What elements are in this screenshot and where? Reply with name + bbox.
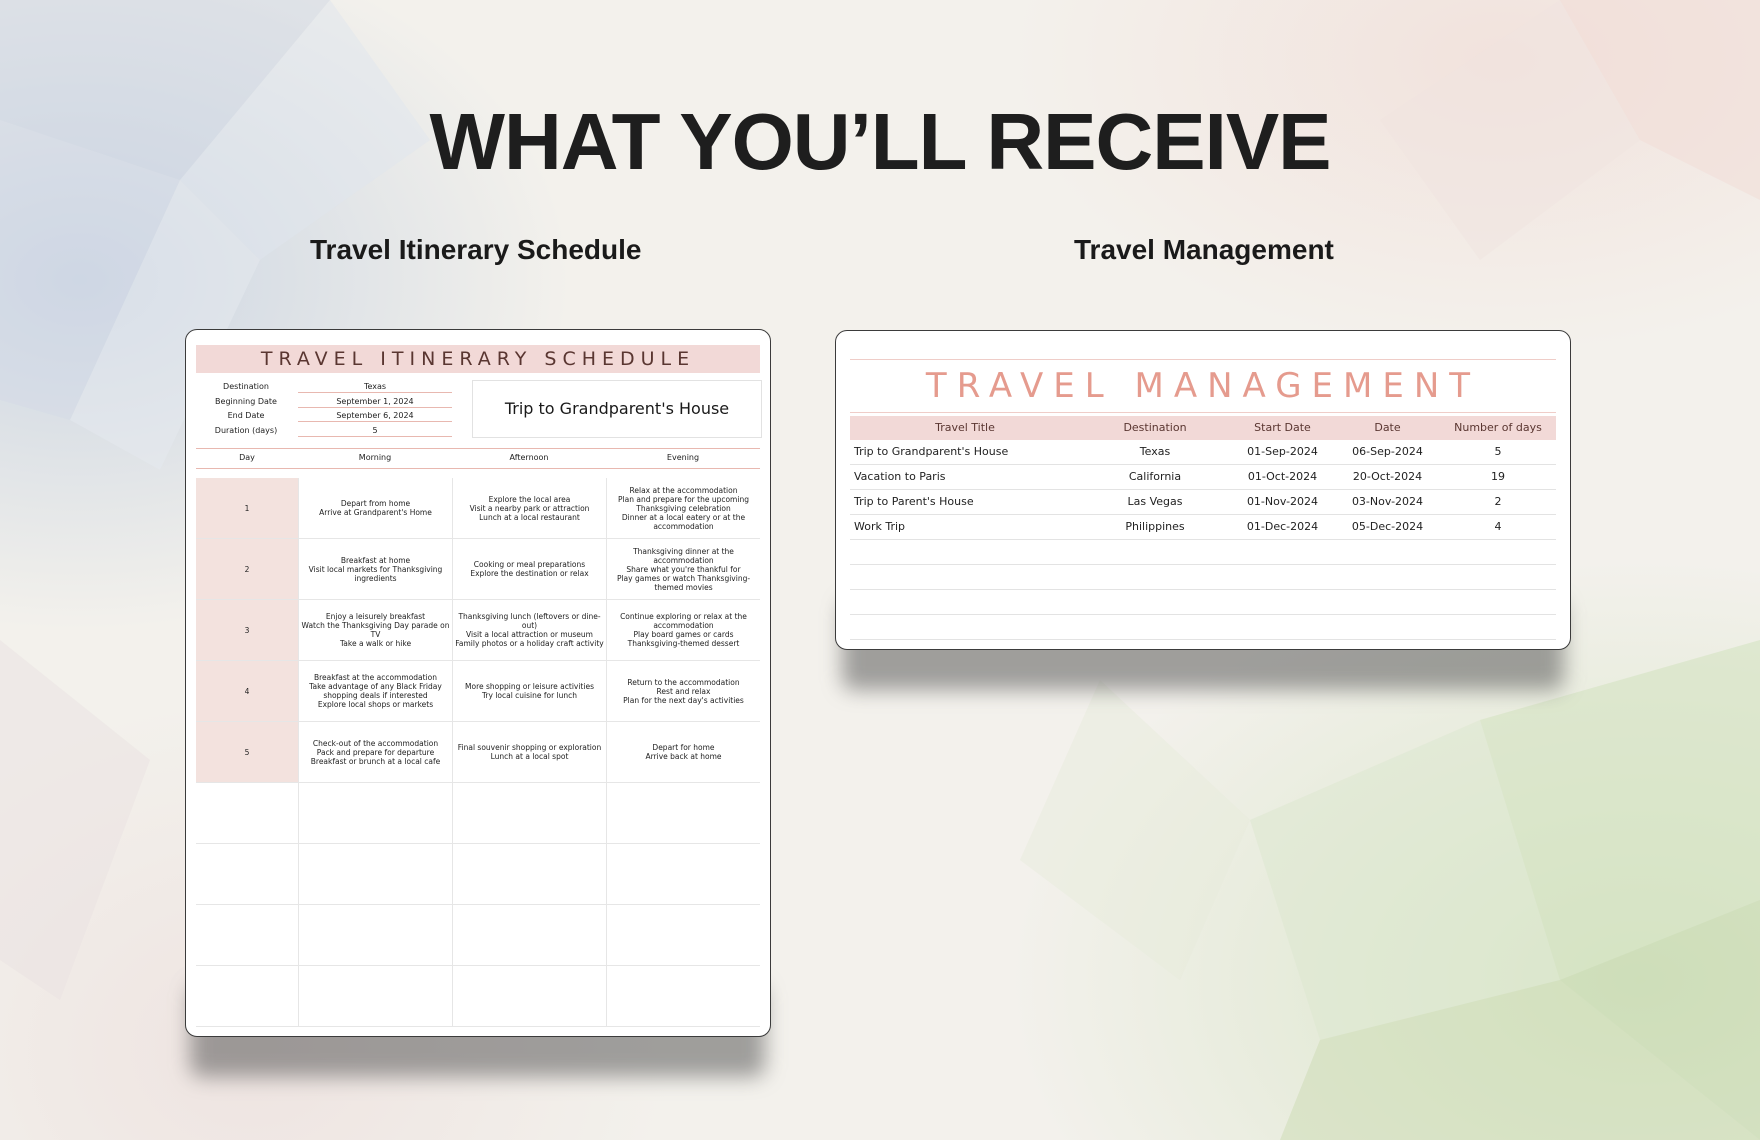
column-header-morning: Morning — [358, 453, 392, 462]
management-title: TRAVEL MANAGEMENT — [850, 359, 1556, 413]
table-row — [196, 844, 760, 905]
cell-evening: Return to the accommodation Rest and relax Plan for the next day's activities — [606, 661, 760, 721]
divider — [196, 448, 760, 449]
info-value: September 6, 2024 — [298, 411, 452, 422]
cell-afternoon — [452, 783, 606, 843]
management-header-row — [850, 416, 1556, 440]
cell-afternoon: Cooking or meal preparations Explore the destination or relax — [452, 539, 606, 599]
table-row — [850, 565, 1556, 590]
cell-afternoon: Final souvenir shopping or exploration Lunch at a local spot — [452, 722, 606, 782]
cell-morning: Depart from home Arrive at Grandparent's Home — [298, 478, 452, 538]
cell-morning — [298, 844, 452, 904]
info-row-duration — [196, 424, 452, 439]
cell-day — [196, 783, 298, 843]
info-value: Texas — [298, 382, 452, 393]
cell-afternoon — [452, 905, 606, 965]
cell-afternoon: Explore the local area Visit a nearby park or attraction Lunch at a local restaurant — [452, 478, 606, 538]
cell-end: 03-Nov-2024 — [1351, 495, 1424, 508]
table-row — [196, 966, 760, 1027]
table-row — [196, 783, 760, 844]
cell-morning: Enjoy a leisurely breakfast Watch the Thanksgiving Day parade on TV Take a walk or hike — [298, 600, 452, 660]
cell-evening: Depart for home Arrive back at home — [606, 722, 760, 782]
cell-day: 1 — [196, 478, 298, 538]
itinerary-title: TRAVEL ITINERARY SCHEDULE — [196, 345, 760, 373]
table-row — [850, 615, 1556, 640]
itinerary-table — [196, 478, 760, 1027]
cell-morning: Breakfast at the accommodation Take advantage of any Black Friday shopping deals if interested Explore local shops or markets — [298, 661, 452, 721]
cell-evening — [606, 844, 760, 904]
table-row — [850, 590, 1556, 615]
cell-start: 01-Oct-2024 — [1247, 470, 1318, 483]
divider — [196, 468, 760, 469]
column-header-day: Day — [239, 453, 255, 462]
column-header-start-date: Start Date — [1254, 421, 1311, 434]
cell-end: 06-Sep-2024 — [1352, 445, 1423, 458]
column-header-end-date: Date — [1374, 421, 1401, 434]
column-header-afternoon: Afternoon — [509, 453, 549, 462]
trip-name-box: Trip to Grandparent's House — [472, 380, 762, 438]
cell-title: Vacation to Paris — [854, 470, 946, 483]
cell-evening — [606, 966, 760, 1026]
info-value: September 1, 2024 — [298, 397, 452, 408]
cell-day: 4 — [196, 661, 298, 721]
table-row — [850, 540, 1556, 565]
table-row — [196, 478, 760, 539]
column-header-number-of-days: Number of days — [1454, 421, 1542, 434]
info-row-beginning-date — [196, 395, 452, 410]
table-row — [196, 600, 760, 661]
itinerary-info-block — [196, 380, 452, 438]
cell-days: 2 — [1494, 495, 1502, 508]
cell-day — [196, 844, 298, 904]
table-row — [850, 515, 1556, 540]
column-header-destination: Destination — [1123, 421, 1187, 434]
cell-start: 01-Dec-2024 — [1246, 520, 1319, 533]
itinerary-caption: Travel Itinerary Schedule — [310, 234, 642, 265]
table-row — [850, 440, 1556, 465]
column-header-evening: Evening — [666, 453, 700, 462]
cell-evening — [606, 905, 760, 965]
info-label: Beginning Date — [215, 396, 277, 406]
table-row — [196, 661, 760, 722]
management-caption: Travel Management — [1074, 234, 1334, 265]
cell-day — [196, 966, 298, 1026]
cell-days: 19 — [1491, 470, 1505, 483]
cell-afternoon — [452, 966, 606, 1026]
info-value: 5 — [298, 426, 452, 437]
cell-morning: Check-out of the accommodation Pack and prepare for departure Breakfast or brunch at a local cafe — [298, 722, 452, 782]
cell-title: Trip to Parent's House — [854, 495, 974, 508]
cell-afternoon: Thanksgiving lunch (leftovers or dine-out) Visit a local attraction or museum Family photos or a holiday craft activity — [452, 600, 606, 660]
management-table-body — [850, 440, 1556, 640]
info-label: End Date — [227, 411, 265, 420]
cell-morning: Breakfast at home Visit local markets for Thanksgiving ingredients — [298, 539, 452, 599]
cell-day — [196, 905, 298, 965]
cell-title: Trip to Grandparent's House — [854, 445, 1009, 458]
table-row — [196, 905, 760, 966]
cell-days: 4 — [1494, 520, 1502, 533]
cell-destination: Texas — [1139, 445, 1171, 458]
cell-evening: Thanksgiving dinner at the accommodation Share what you're thankful for Play games or watch Thanksgiving-themed movies — [606, 539, 760, 599]
cell-morning — [298, 966, 452, 1026]
table-row — [196, 722, 760, 783]
cell-start: 01-Nov-2024 — [1246, 495, 1319, 508]
info-row-destination — [196, 380, 452, 395]
cell-day: 3 — [196, 600, 298, 660]
cell-evening — [606, 783, 760, 843]
cell-end: 20-Oct-2024 — [1352, 470, 1423, 483]
table-row — [196, 539, 760, 600]
page-headline: WHAT YOU’LL RECEIVE — [429, 97, 1331, 186]
cell-destination: California — [1128, 470, 1182, 483]
management-table — [850, 416, 1556, 640]
cell-day: 2 — [196, 539, 298, 599]
cell-end: 05-Dec-2024 — [1351, 520, 1424, 533]
table-row — [850, 465, 1556, 490]
cell-morning — [298, 783, 452, 843]
cell-evening: Continue exploring or relax at the accommodation Play board games or cards Thanksgiving-themed dessert — [606, 600, 760, 660]
info-row-end-date — [196, 409, 452, 424]
info-label: Duration (days) — [214, 425, 278, 435]
cell-days: 5 — [1494, 445, 1502, 458]
cell-destination: Philippines — [1125, 520, 1185, 533]
cell-destination: Las Vegas — [1127, 495, 1183, 508]
cell-afternoon: More shopping or leisure activities Try local cuisine for lunch — [452, 661, 606, 721]
cell-afternoon — [452, 844, 606, 904]
info-label: Destination — [223, 382, 269, 391]
cell-title: Work Trip — [854, 520, 906, 533]
cell-evening: Relax at the accommodation Plan and prepare for the upcoming Thanksgiving celebration Dinner at a local eatery or at the accommodation — [606, 478, 760, 538]
management-preview-card — [835, 330, 1571, 650]
itinerary-preview-card — [185, 329, 771, 1037]
column-header-travel-title: Travel Title — [935, 421, 995, 434]
table-row — [850, 490, 1556, 515]
cell-start: 01-Sep-2024 — [1247, 445, 1318, 458]
cell-day: 5 — [196, 722, 298, 782]
itinerary-column-headers — [196, 453, 760, 467]
cell-morning — [298, 905, 452, 965]
